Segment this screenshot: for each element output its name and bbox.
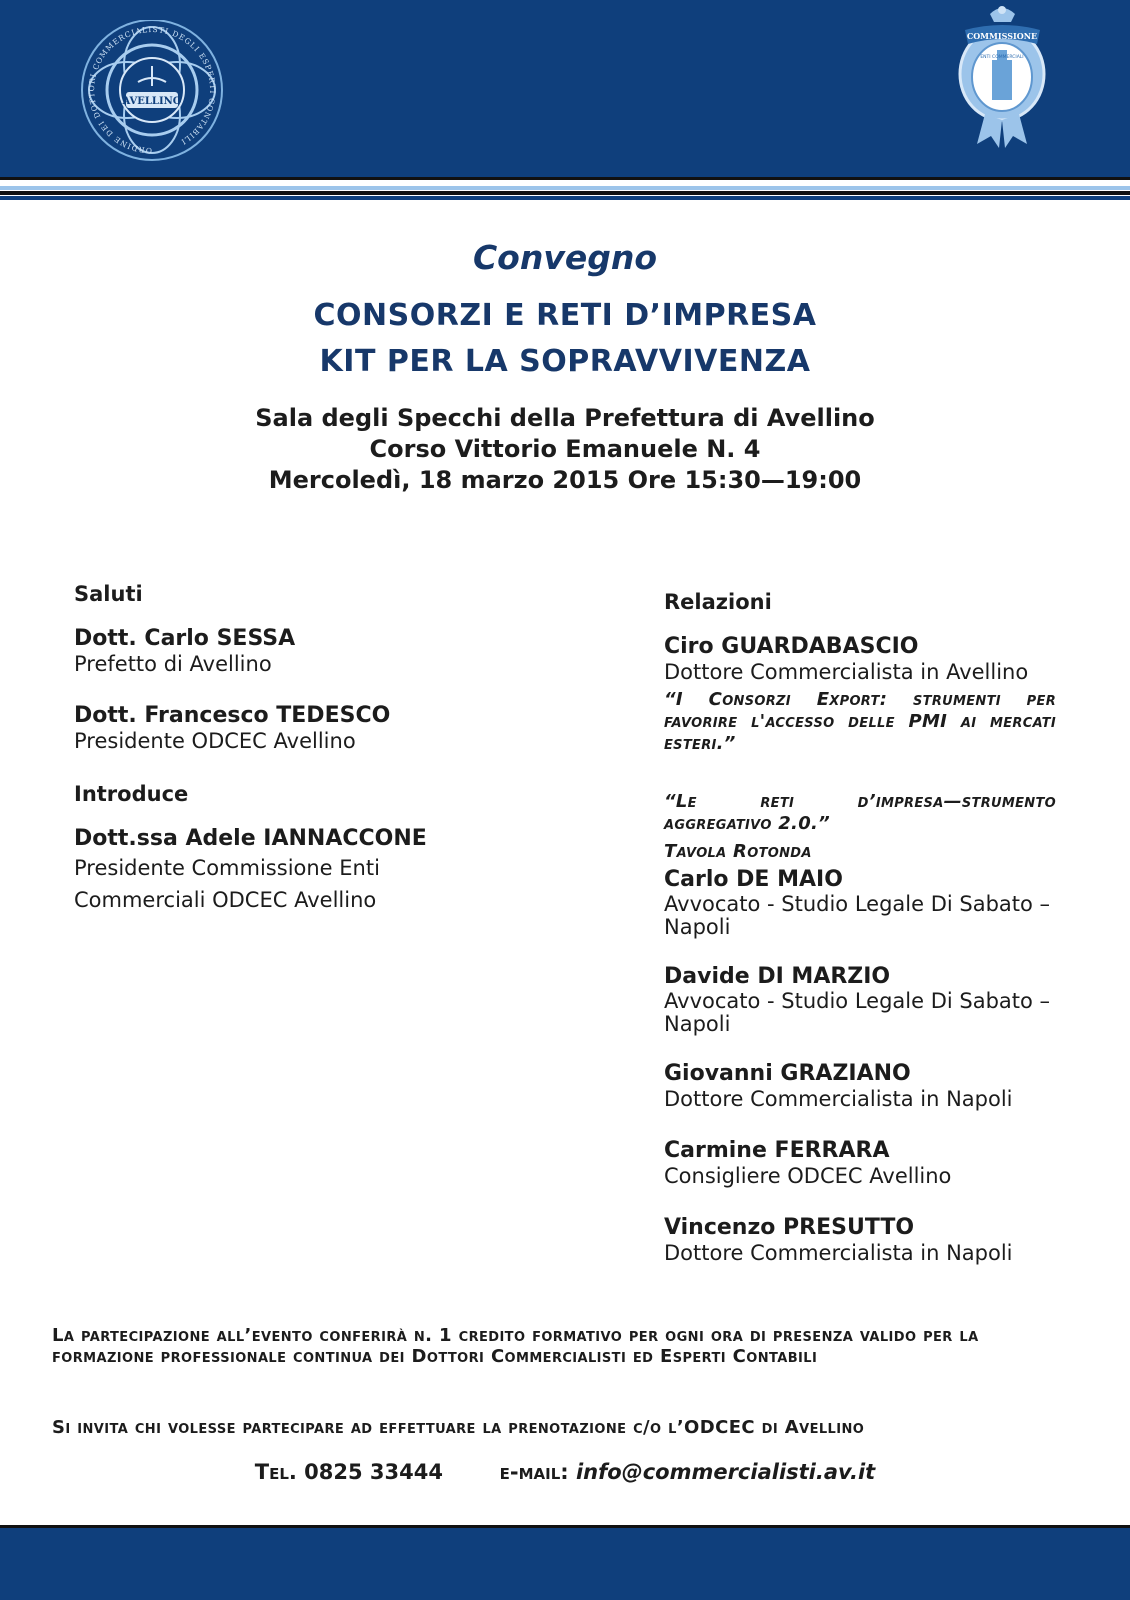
relatore-name: Ciro GUARDABASCIO [664, 634, 919, 659]
panelist-role-line1: Dottore Commercialista in Napoli [664, 1087, 1013, 1111]
footer-band [0, 1525, 1130, 1600]
contact-line [0, 1460, 1130, 1484]
right-column [664, 590, 1056, 1266]
header-band [0, 0, 1130, 180]
saluti-speaker-name: Dott. Carlo SESSA [74, 626, 296, 651]
panelist-name: Carlo DE MAIO [664, 867, 843, 892]
introduce-speaker-role-line1: Presidente Commissione Enti [74, 856, 380, 880]
event-title-line1: CONSORZI E RETI D’IMPRESA [313, 298, 817, 333]
commissione-enti-commerciali-badge-icon [945, 2, 1060, 152]
venue-line1: Sala degli Specchi della Prefettura di Avellino [255, 404, 875, 432]
event-type: Convegno [472, 238, 658, 277]
panelist-role-line1: Avvocato - Studio Legale Di Sabato – [664, 892, 1051, 916]
panelist-name: Carmine FERRARA [664, 1138, 890, 1163]
venue-line2: Corso Vittorio Emanuele N. 4 [369, 435, 761, 463]
saluti-speaker-role: Prefetto di Avellino [74, 652, 272, 676]
panelist-role-line1: Avvocato - Studio Legale Di Sabato – [664, 989, 1051, 1013]
introduce-speaker-name: Dott.ssa Adele IANNACCONE [74, 826, 427, 851]
email-address[interactable]: info@commercialisti.av.it [575, 1460, 876, 1484]
booking-note: Si invita chi volesse partecipare ad effettuare la prenotazione c/o l’ODCEC di Avellino [52, 1417, 865, 1438]
relatore-role: Dottore Commercialista in Avellino [664, 660, 1029, 684]
panelist-name: Vincenzo PRESUTTO [664, 1215, 915, 1240]
panelist-role-line2: Napoli [664, 915, 731, 939]
tavola-rotonda-heading: Tavola Rotonda [664, 841, 812, 862]
odcec-avellino-seal-icon [70, 20, 235, 165]
panelist-role-line2: Napoli [664, 1012, 731, 1036]
introduce-speaker-role-line2: Commerciali ODCEC Avellino [74, 888, 377, 912]
talk-title-1: “I Consorzi Export: strumenti per favorire l'accesso delle PMI ai mercati esteri.” [664, 689, 1056, 754]
panelist-name: Giovanni GRAZIANO [664, 1061, 911, 1086]
credit-note: La partecipazione all’evento conferirà n. 1 credito formativo per ogni ora di presenza valido per la formazione professionale continua dei Dottori Commercialisti ed Esperti Contabili [52, 1325, 979, 1367]
separator-light [0, 186, 1130, 190]
saluti-speaker-role: Presidente ODCEC Avellino [74, 729, 356, 753]
phone-label: Tel. 0825 33444 [254, 1460, 443, 1484]
badge-inner-text: ENTI COMMERCIALI [980, 55, 1024, 60]
introduce-heading: Introduce [74, 782, 189, 806]
panelist-name: Davide DI MARZIO [664, 964, 891, 989]
email-label: e-mail: [499, 1460, 569, 1484]
talk-title-2: “Le reti d’impresa—strumento aggregativo 2.0.” [664, 791, 1056, 834]
event-date: Mercoledì, 18 marzo 2015 Ore 15:30—19:00 [268, 466, 862, 494]
event-title-line2: KIT PER LA SOPRAVVIVENZA [319, 344, 811, 379]
separator-dark [0, 191, 1130, 195]
seal-center-text: AVELLINO [122, 96, 182, 107]
separator-navy [0, 196, 1130, 200]
saluti-speaker-name: Dott. Francesco TEDESCO [74, 703, 391, 728]
panelist-role-line1: Consigliere ODCEC Avellino [664, 1164, 952, 1188]
seal-ring-text: ORDINE DEI DOTTORI COMMERCIALISTI DEGLI ESPERTI CONTABILI [86, 24, 218, 156]
saluti-heading: Saluti [74, 582, 143, 606]
left-column [74, 582, 554, 915]
badge-ribbon-text: COMMISSIONE [966, 31, 1038, 41]
panelist-role-line1: Dottore Commercialista in Napoli [664, 1241, 1013, 1265]
relazioni-heading: Relazioni [664, 590, 772, 614]
